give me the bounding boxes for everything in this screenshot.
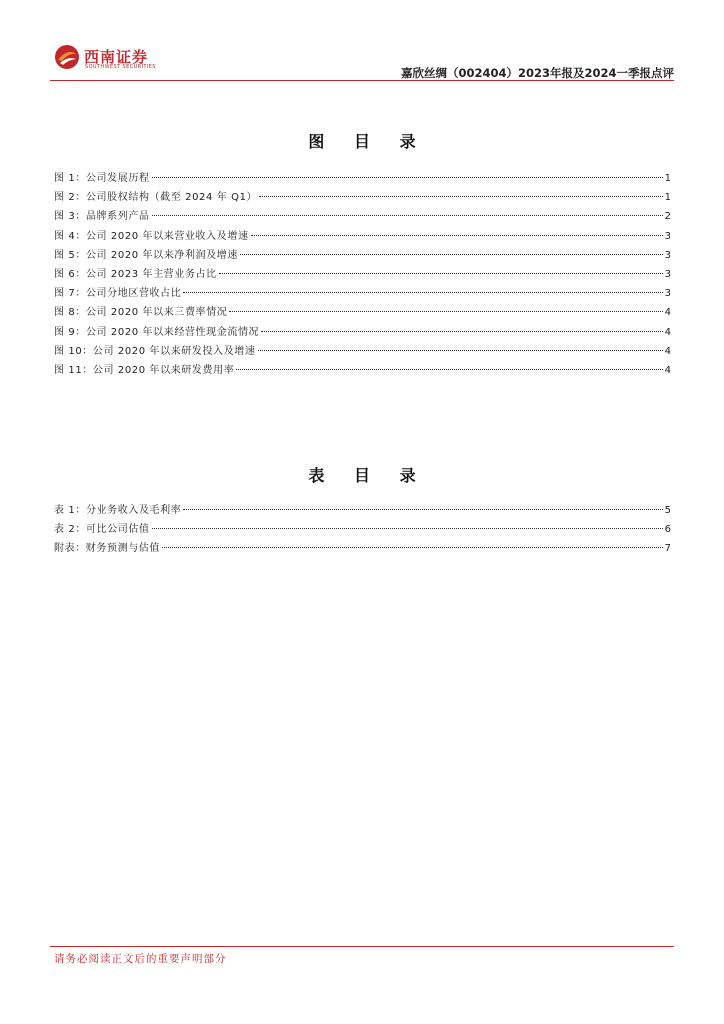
toc-entry-page-number: 3	[664, 249, 671, 261]
logo-chinese-name: 西南证券	[84, 48, 149, 66]
toc-entry-label: 图 11：公司 2020 年以来研发费用率	[54, 364, 235, 376]
toc-entry-page-number: 5	[664, 505, 671, 516]
toc-entry[interactable]	[54, 520, 671, 539]
toc-entry-page-number: 4	[664, 345, 671, 357]
toc-entry-page-number: 3	[664, 288, 671, 300]
toc-entry-label: 表 2：可比公司估值	[54, 524, 150, 536]
tables-toc-list	[54, 501, 671, 559]
toc-entry-label: 附表：财务预测与估值	[54, 543, 160, 555]
header-divider	[50, 80, 674, 81]
toc-dot-leader	[183, 509, 662, 510]
toc-entry-label: 图 1：公司发展历程	[54, 173, 150, 184]
toc-dot-leader	[219, 273, 663, 274]
toc-entry-label: 图 10：公司 2020 年以来研发投入及增速	[54, 345, 256, 357]
figures-toc-list	[54, 169, 671, 380]
toc-entry[interactable]	[54, 342, 671, 361]
toc-entry-page-number: 2	[664, 211, 671, 223]
toc-entry[interactable]	[54, 361, 671, 380]
toc-entry-page-number: 4	[664, 307, 671, 319]
toc-entry-page-number: 3	[664, 268, 671, 280]
toc-entry-page-number: 6	[664, 524, 671, 536]
toc-dot-leader	[229, 311, 662, 312]
toc-entry[interactable]	[54, 539, 671, 558]
toc-entry-label: 表 1：分业务收入及毛利率	[54, 505, 182, 516]
toc-dot-leader	[236, 369, 662, 370]
toc-entry-page-number: 4	[664, 364, 671, 376]
logo-english-name: SOUTHWEST SECURITIES	[85, 64, 156, 70]
brand-logo	[54, 44, 164, 74]
footer-disclaimer-notice: 请务必阅读正文后的重要声明部分	[54, 953, 227, 965]
toc-dot-leader	[261, 331, 662, 332]
southwest-securities-logo-icon	[54, 44, 80, 70]
toc-entry[interactable]	[54, 246, 671, 265]
tables-toc-title: 表 目 录	[308, 466, 428, 485]
toc-entry-label: 图 6：公司 2023 年主营业务占比	[54, 268, 217, 280]
toc-dot-leader	[259, 196, 662, 197]
toc-entry-page-number: 1	[664, 173, 671, 184]
footer-divider	[50, 946, 674, 947]
toc-entry[interactable]	[54, 501, 671, 520]
figures-toc-title: 图 目 录	[308, 132, 428, 151]
toc-entry-label: 图 9：公司 2020 年以来经营性现金流情况	[54, 326, 260, 338]
toc-entry-label: 图 2：公司股权结构（截至 2024 年 Q1）	[54, 192, 258, 204]
toc-entry-label: 图 4：公司 2020 年以来营业收入及增速	[54, 230, 249, 242]
toc-entry-page-number: 4	[664, 326, 671, 338]
toc-entry[interactable]	[54, 265, 671, 284]
toc-entry-label: 图 8：公司 2020 年以来三费率情况	[54, 307, 228, 319]
toc-dot-leader	[162, 547, 663, 548]
toc-entry-label: 图 7：公司分地区营收占比	[54, 288, 182, 300]
toc-entry[interactable]	[54, 188, 671, 207]
toc-entry[interactable]	[54, 323, 671, 342]
toc-entry[interactable]	[54, 303, 671, 322]
toc-dot-leader	[183, 292, 662, 293]
toc-dot-leader	[152, 215, 663, 216]
toc-entry[interactable]	[54, 169, 671, 188]
toc-entry[interactable]	[54, 284, 671, 303]
toc-entry-page-number: 1	[664, 192, 671, 204]
toc-entry[interactable]	[54, 207, 671, 226]
toc-entry-page-number: 7	[664, 543, 671, 555]
report-title: 嘉欣丝绸（002404）2023年报及2024一季报点评	[400, 66, 674, 80]
toc-dot-leader	[258, 350, 663, 351]
toc-entry-label: 图 3：品牌系列产品	[54, 211, 150, 223]
toc-dot-leader	[152, 528, 663, 529]
toc-entry-page-number: 3	[664, 230, 671, 242]
toc-dot-leader	[152, 177, 663, 178]
toc-entry-label: 图 5：公司 2020 年以来净利润及增速	[54, 249, 238, 261]
toc-dot-leader	[251, 235, 663, 236]
toc-entry[interactable]	[54, 227, 671, 246]
toc-dot-leader	[240, 254, 663, 255]
